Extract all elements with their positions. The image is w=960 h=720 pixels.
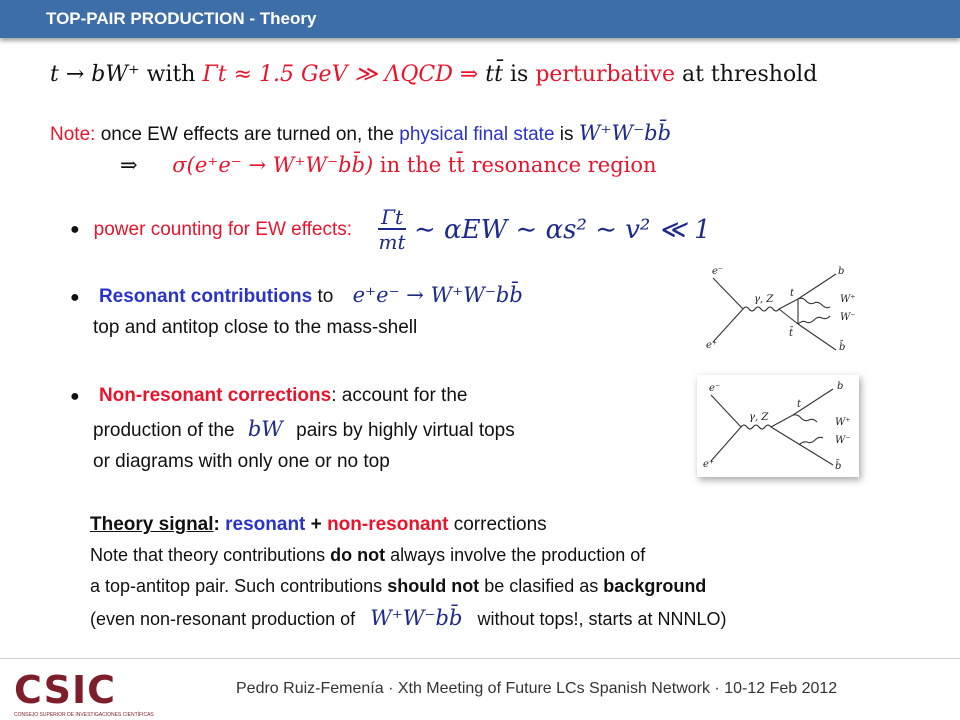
at-threshold-text: at threshold [681,62,818,87]
footer-divider [0,658,960,659]
theory-note-line2 [90,576,706,597]
diagram1-label-4: t̄ [789,328,794,339]
diagram2-label-5: W⁺ [835,417,851,428]
bw-formula: bW [247,417,283,441]
diagram1-label-0: e⁻ [712,266,724,277]
diagram2-label-2: γ, Z [749,412,769,423]
fraction-denominator: mt [378,230,406,254]
decay-formula: t → bW⁺ [50,62,140,87]
csic-logo-subtitle: CONSEJO SUPERIOR DE INVESTIGACIONES CIENTÍFICAS [14,712,154,718]
csic-logo-text: CSIC [14,668,116,712]
theory-l1-c: always involve the production of [390,545,646,565]
theory-l1-a: Note that theory contributions [90,545,326,565]
note-text: once EW effects are turned on, the [100,124,394,145]
diagram2-label-1: e⁺ [703,459,715,470]
implies-symbol: ⇒ [120,153,138,177]
diagram2-label-7: b̄ [835,461,842,472]
non-resonant-feynman-diagram [697,375,859,477]
theory-l3-formula: W⁺W⁻bb̄ [370,606,463,630]
theory-note-line3 [90,606,727,630]
theory-l1-b: do not [330,545,386,565]
diagram2-label-4: b [837,381,844,392]
is-text: is [509,62,529,87]
theory-corrections: corrections [453,514,547,535]
diagram1-label-6: W⁺ [840,294,856,305]
resonant-bullet [70,283,523,308]
theory-non-resonant: non-resonant [327,514,449,535]
bullet-dot: ● [70,388,80,405]
non-resonant-line3: or diagrams with only one or no top [93,451,390,472]
power-counting-text: power counting for EW effects: [93,219,353,240]
width-mass-fraction [378,206,406,254]
note-line [50,121,671,146]
resonant-to: to [317,286,334,307]
non-resonant-rest: : account for the [331,385,468,406]
ttbar-text: tt̄ [485,62,503,87]
theory-l2-b: should not [387,576,480,596]
resonance-region-text: in the tt̄ resonance region [379,153,657,177]
diagram2-label-3: t [797,399,802,410]
non-resonant-bullet [70,385,467,407]
with-text: with [146,62,196,87]
resonant-line2: top and antitop close to the mass-shell [93,317,418,338]
non-resonant-line2-a: production of the [93,420,235,441]
csic-logo [14,668,154,718]
theory-signal-colon: : [213,514,220,535]
resonant-title: Resonant contributions [98,286,313,307]
theory-l2-c: be clasified as [484,576,599,596]
power-counting-bullet [70,206,711,254]
bullet-dot: ● [70,221,80,238]
theory-l2-d: background [603,576,707,596]
resonant-process: e⁺e⁻ → W⁺W⁻bb̄ [352,283,523,307]
resonant-feynman-diagram [698,262,868,362]
theory-l2-a: a top-antitop pair. Such contributions [90,576,383,596]
theory-l3-a: (even non-resonant production of [90,609,356,629]
non-resonant-title: Non-resonant corrections [98,385,332,406]
note-is: is [559,124,574,145]
theory-signal-label: Theory signal [90,514,214,535]
width-formula: Γt ≈ 1.5 GeV ≫ ΛQCD ⇒ [202,62,479,87]
non-resonant-line2-b: pairs by highly virtual tops [296,420,515,441]
diagram1-label-2: γ, Z [754,294,774,305]
diagram1-label-1: e⁺ [706,340,718,351]
cross-section-formula: σ(e⁺e⁻ → W⁺W⁻bb̄) [172,153,374,177]
theory-resonant: resonant [225,514,306,535]
diagram2-label-6: W⁻ [835,435,851,446]
theory-l3-b: without tops!, starts at NNNLO) [477,609,727,629]
diagram1-label-3: t [790,288,795,299]
diagram1-label-5: b [838,266,845,277]
power-counting-relation: ∼ αEW ∼ αs² ∼ v² ≪ 1 [413,215,711,245]
perturbative-line [50,62,817,87]
final-state-formula: W⁺W⁻bb̄ [578,121,672,145]
fraction-numerator: Γt [378,206,406,230]
physical-final-state: physical final state [399,124,555,145]
theory-plus: + [310,514,322,535]
title-bar [0,0,960,38]
footer-credit: Pedro Ruiz-Femenía · Xth Meeting of Future LCs Spanish Network · 10-12 Feb 2012 [236,680,838,697]
slide-title: TOP-PAIR PRODUCTION - Theory [46,9,317,28]
non-resonant-line2 [93,417,515,442]
bullet-dot: ● [70,289,80,306]
theory-signal-line [90,514,547,536]
perturbative-text: perturbative [535,62,675,87]
power-counting-formula [378,206,711,254]
cross-section-line [120,153,657,177]
diagram2-label-0: e⁻ [709,383,721,394]
theory-note-line1 [90,545,645,566]
note-label: Note: [50,124,96,145]
diagram1-label-8: b̄ [839,342,846,353]
diagram1-label-7: W⁻ [840,312,856,323]
